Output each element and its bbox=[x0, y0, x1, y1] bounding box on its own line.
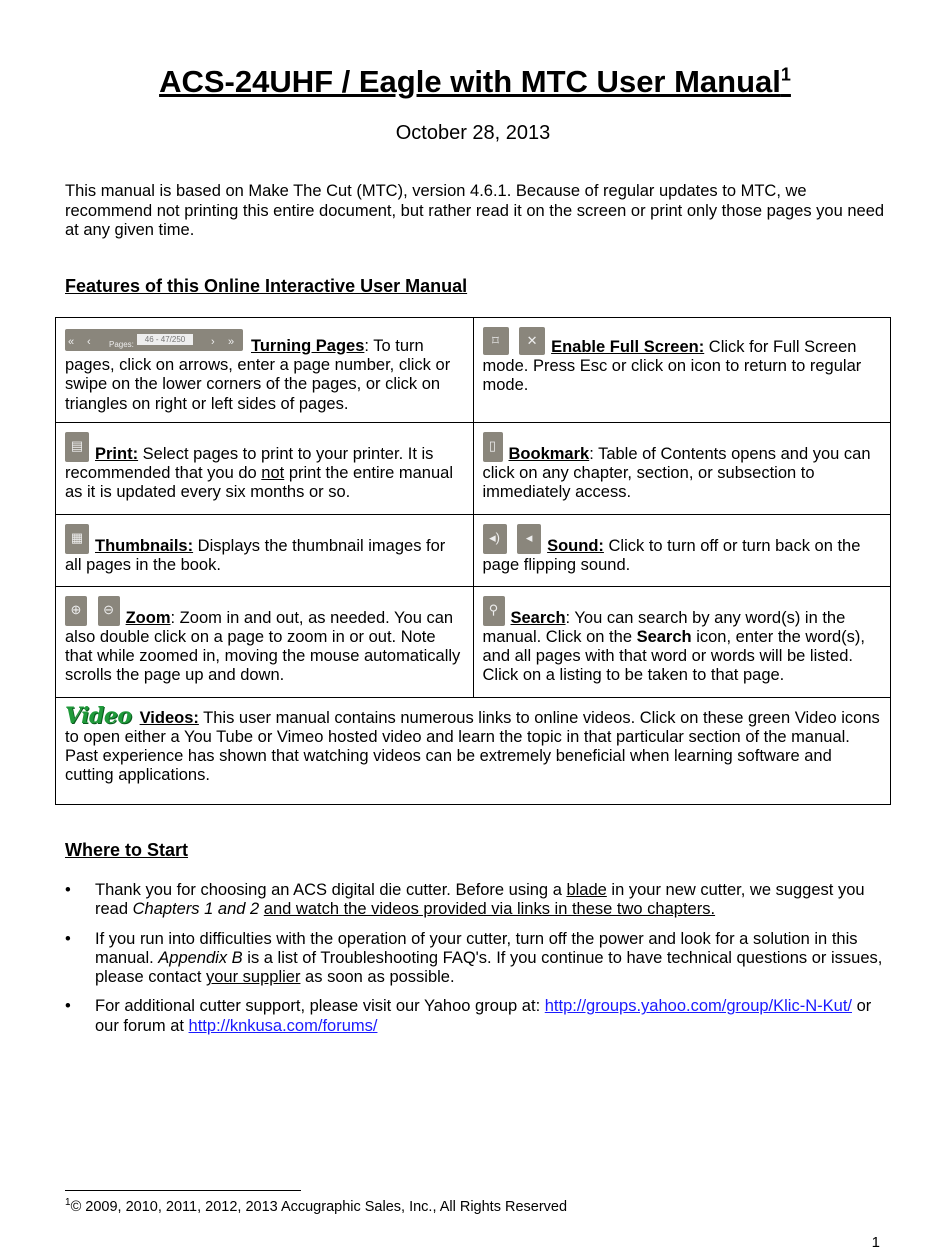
bullet-icon: • bbox=[65, 929, 71, 948]
zoom-in-icon[interactable]: ⊕ bbox=[65, 596, 87, 626]
list-item: • For additional cutter support, please visit our Yahoo group at: http://groups.yahoo.com/group/Klic-N-Kut/ or our forum at http://knkusa.com/forums/ bbox=[65, 997, 872, 1035]
bullet-icon: • bbox=[65, 997, 71, 1016]
zoom-out-icon[interactable]: ⊖ bbox=[98, 596, 120, 626]
feature-videos: Video Videos: This user manual contains numerous links to online videos. Click on these green Video icons to open either a You Tube or Vimeo hosted video and learn the topic in that particular section of the manual. Past experience has shown that watching videos can be extremely beneficial when learning software and cutting applications. bbox=[56, 697, 891, 804]
page-number-input[interactable]: 46 - 47/250 bbox=[137, 334, 193, 345]
last-page-icon[interactable]: » bbox=[228, 336, 235, 348]
exit-full-screen-icon[interactable]: ✕ bbox=[519, 327, 545, 355]
bullet-icon: • bbox=[65, 881, 71, 899]
full-screen-icon[interactable]: ⌑ bbox=[483, 327, 509, 355]
feature-turning-pages: « ‹ Pages: 46 - 47/250 › » Turning Pages: To turn pages, click on arrows, enter a page number, click or swipe on the lower corners of the pages, or click on triangles on right or left sides of pages. bbox=[56, 318, 474, 423]
feature-search: ⚲ Search: You can search by any word(s) in the manual. Click on the Search icon, enter the word(s), and all pages with that word or words will be listed. Click on a listing to be taken to that page. bbox=[473, 586, 891, 697]
document-date: October 28, 2013 bbox=[395, 122, 551, 144]
list-item: • Thank you for choosing an ACS digital die cutter. Before using a blade in your new cutter, we suggest you read Chapters 1 and 2 and watch the videos provided via links in these two chapters. bbox=[65, 881, 865, 919]
title-footnote-mark: 1 bbox=[780, 64, 791, 85]
yahoo-group-link[interactable]: http://groups.yahoo.com/group/Klic-N-Kut/ bbox=[544, 997, 852, 1016]
prev-page-icon[interactable]: ‹ bbox=[87, 336, 91, 348]
start-list bbox=[65, 881, 885, 1046]
search-icon[interactable]: ⚲ bbox=[483, 596, 505, 626]
feature-print: ▤ Print: Select pages to print to your printer. It is recommended that you do not print the entire manual as it is updated every six months or so. bbox=[56, 422, 474, 514]
first-page-icon[interactable]: « bbox=[68, 336, 75, 348]
bookmark-icon[interactable]: ▯ bbox=[483, 432, 503, 462]
features-heading: Features of this Online Interactive User Manual bbox=[65, 276, 468, 296]
thumbnails-icon[interactable]: ▦ bbox=[65, 524, 89, 554]
feature-full-screen: ⌑ ✕ Enable Full Screen: Click for Full Screen mode. Press Esc or click on icon to return to regular mode. bbox=[473, 318, 891, 423]
page-navigation-widget[interactable] bbox=[65, 329, 243, 351]
next-page-icon[interactable]: › bbox=[211, 336, 215, 348]
sound-off-icon[interactable]: ◂ bbox=[517, 524, 541, 554]
feature-bookmark: ▯ Bookmark: Table of Contents opens and you can click on any chapter, section, or subsection to immediately access. bbox=[473, 422, 891, 514]
list-item: • If you run into difficulties with the operation of your cutter, turn off the power and look for a solution in this manual. Appendix B is a list of Troubleshooting FAQ's. If you continue to have technical questions or issues, please contact your supplier as soon as possible. bbox=[65, 929, 883, 987]
footnote-divider bbox=[65, 1190, 301, 1191]
intro-paragraph: This manual is based on Make The Cut (MTC), version 4.6.1. Because of regular updates to MTC, we recommend not printing this entire document, but rather read it on the screen or print only those pages you need at any given time. bbox=[65, 182, 885, 239]
forum-link[interactable]: http://knkusa.com/forums/ bbox=[188, 1016, 378, 1035]
page-title: ACS-24UHF / Eagle with MTC User Manual$^1$ bbox=[159, 64, 791, 99]
print-icon[interactable]: ▤ bbox=[65, 432, 89, 462]
pages-label: Pages: bbox=[109, 340, 134, 349]
feature-label: Turning Pages bbox=[251, 337, 365, 355]
feature-thumbnails: ▦ Thumbnails: Displays the thumbnail images for all pages in the book. bbox=[56, 514, 474, 586]
feature-sound: ◂) ◂ Sound: Click to turn off or turn back on the page flipping sound. bbox=[473, 514, 891, 586]
where-to-start-heading: Where to Start bbox=[65, 840, 189, 860]
video-logo-icon[interactable]: Video bbox=[65, 702, 132, 729]
sound-on-icon[interactable]: ◂) bbox=[483, 524, 507, 554]
page-number: 1 bbox=[871, 1234, 880, 1251]
feature-zoom: ⊕ ⊖ Zoom: Zoom in and out, as needed. You can also double click on a page to zoom in or out. Note that while zoomed in, moving the mouse automatically scrolls the page up and down. bbox=[56, 586, 474, 697]
footnote: $^1$© 2009, 2010, 2011, 2012, 2013 Accugraphic Sales, Inc., All Rights Reserved bbox=[65, 1197, 568, 1215]
features-table bbox=[55, 317, 891, 805]
